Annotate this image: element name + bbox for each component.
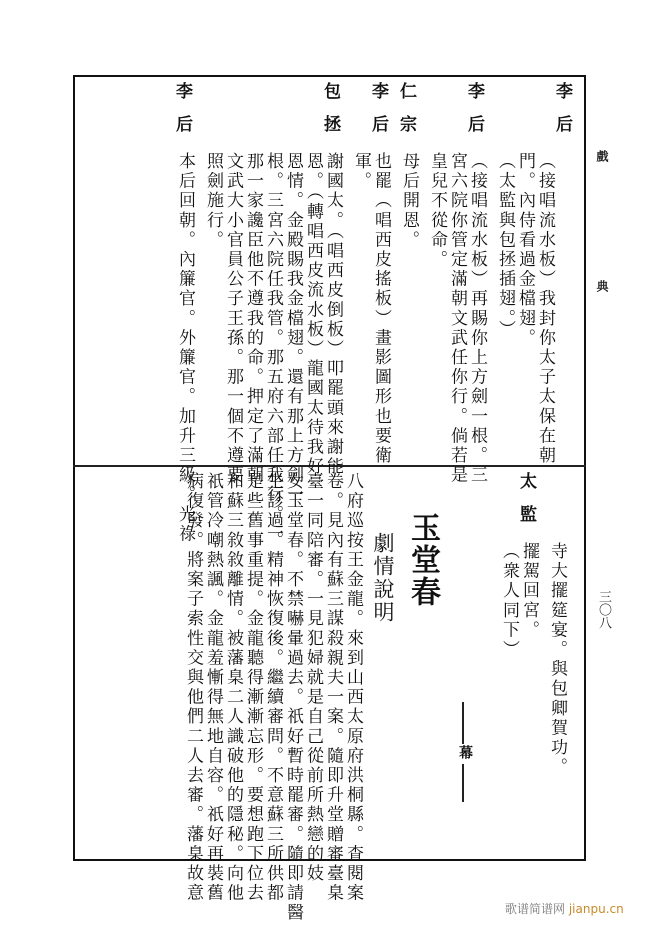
stage-direction: （太監與包拯插翅。） — [495, 152, 515, 340]
synopsis-line: 是些舊事重提。金龍聽得漸漸忘形。要想跑下位去 — [243, 472, 263, 904]
stage-direction: （衆人同下） — [499, 542, 519, 660]
speaker-name: 李后 — [552, 82, 572, 148]
synopsis-line: 卷。見內有蘇三謀殺親夫一案。隨即升堂贈審臺臬 — [323, 472, 343, 904]
dialogue-line: 皇兒不從命。 — [427, 152, 447, 270]
dialogue-line: 也罷（唱西皮搖板）畫影圖形也要衛 — [371, 152, 391, 466]
speaker-name: 包拯 — [320, 82, 340, 148]
dialogue-block — [495, 82, 575, 466]
dialogue-line: 母后開恩。 — [399, 152, 419, 250]
dialogue-line: 文武大小官員公子王孫。那一個不遵要 — [223, 152, 243, 486]
speaker-name: 李后 — [172, 82, 192, 148]
dialogue-line: 謝國太。（唱西皮倒板）叩罷頭來謝能 — [323, 152, 343, 477]
watermark — [505, 900, 624, 917]
top-section — [78, 82, 581, 544]
dialogue-line: 軍。 — [351, 152, 371, 192]
dialogue-line: 本后回朝。內簾官。外簾官。加升三級。光祿 — [175, 152, 195, 544]
speaker-name: 太監 — [516, 472, 536, 538]
synopsis-line: 祇管冷嘲熱諷。金龍羞慚得無地自容。祇好再裝舊 — [203, 472, 223, 904]
dialogue-line: 恩情。金殿賜我金檔翅。還有那上方劍一 — [283, 152, 303, 505]
synopsis-line: 八府巡按王金龍。來到山西太原府洪桐縣。查閱案 — [343, 472, 363, 904]
dialogue-line: 恩。（轉唱西皮流水板）龍國太待我好 — [303, 152, 323, 477]
running-header-char-2: 典 — [595, 280, 609, 292]
speaker-name: 李后 — [368, 82, 388, 148]
dialogue-line: （接唱流水板）我封你太子太保在朝 — [535, 152, 555, 466]
synopsis-line: 臺一同陪審。一見犯婦就是自己從前所熱戀的妓 — [303, 472, 323, 884]
page-number: 三〇八 — [596, 590, 611, 629]
dialogue-line: 宮六院你管定滿朝文武任你行。倘若是 — [447, 152, 467, 486]
dialogue-block — [427, 82, 487, 486]
dialogue-line: （接唱流水板）再賜你上方劍一根。三 — [467, 152, 487, 486]
section-subtitle: 劇情說明 — [371, 532, 395, 624]
dialogue-line: 那一家讒臣他不遵我的命。押定了滿朝 — [243, 152, 263, 486]
speaker-name: 李后 — [464, 82, 484, 148]
dialogue-line: 根。三宮六院任我管。那五府六部任我行。一 — [263, 152, 283, 544]
dialogue-line: 照劍施行。 — [203, 152, 223, 250]
synopsis-line: 生診過。精神恢復後。繼續審問。不意蘇三所供都 — [263, 472, 283, 904]
dialogue-block — [351, 82, 391, 466]
running-header-char-1: 戲 — [595, 150, 609, 162]
curtain-rule-top — [462, 702, 464, 744]
dialogue-block — [499, 472, 539, 856]
synopsis-line: 病復發。將案子索性交與他們二人去審。藩臬故意 — [183, 472, 203, 904]
dialogue-block — [172, 82, 195, 544]
watermark-cn: 歌谱简谱网 — [505, 902, 566, 916]
dialogue-line: 門。內侍看過金檔翅。 — [515, 152, 535, 348]
dialogue-block — [203, 82, 343, 544]
curtain-rule-bottom — [462, 764, 464, 802]
speaker-name: 仁宗 — [396, 82, 416, 148]
dialogue-line: 擺駕回宮。 — [519, 542, 539, 640]
watermark-en: jianpu.cn — [568, 902, 624, 916]
synopsis-line: 和蘇三敘敘離情。被藩臬二人識破他的隱秘。向他 — [223, 472, 243, 904]
continuation-line: 寺大擺筵宴。與包卿賀功。 — [547, 542, 567, 778]
synopsis-line: 女玉堂春。不禁嚇暈過去。祇好暫時罷審。隨即請醫 — [283, 472, 303, 923]
curtain-marker: 幕 — [457, 745, 473, 759]
section-title: 玉堂春 — [405, 512, 440, 608]
dialogue-block — [396, 82, 419, 462]
